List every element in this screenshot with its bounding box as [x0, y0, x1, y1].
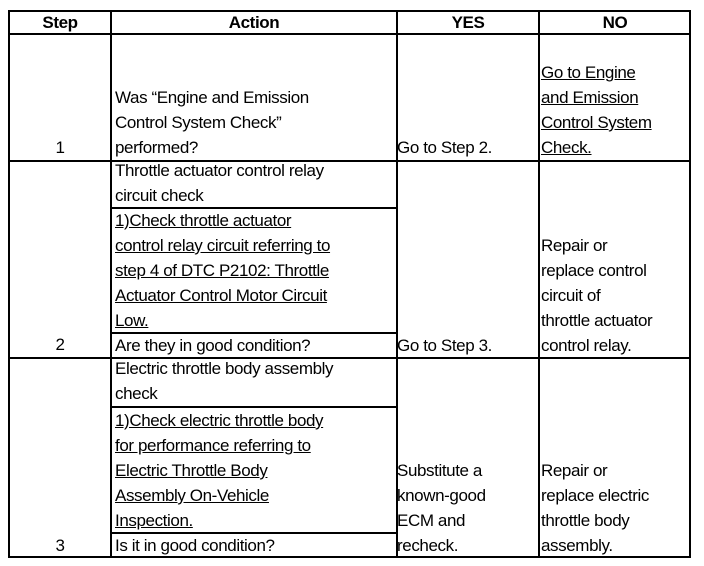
header-step: Step	[42, 12, 78, 32]
yes-result: Go to Step 2.	[397, 138, 492, 157]
yes-result: Substitute a known-good ECM and recheck.	[397, 461, 486, 555]
action-question: Are they in good condition?	[115, 336, 311, 355]
action-question: Was “Engine and Emission Control System Check” performed?	[115, 88, 309, 157]
action-procedure-cell	[112, 209, 396, 333]
no-result: Repair or replace electric throttle body assembly.	[541, 461, 649, 555]
action-procedure-link[interactable]: 1)Check throttle actuator control relay circuit referring to step 4 of DTC P2102: Throttle Actuator Control Motor Circuit Low.	[115, 211, 331, 330]
action-title: Electric throttle body assembly check	[115, 359, 334, 403]
no-cell	[538, 35, 690, 160]
header-no: NO	[602, 12, 628, 32]
action-question: Is it in good condition?	[115, 536, 275, 555]
no-result: Repair or replace control circuit of throttle actuator control relay.	[541, 236, 653, 355]
action-title: Throttle actuator control relay circuit check	[115, 161, 324, 205]
no-result-link[interactable]: Go to Engine and Emission Control System Check.	[541, 63, 652, 157]
step-number: 3	[55, 536, 65, 555]
action-procedure-link[interactable]: 1)Check electric throttle body for performance referring to Electric Throttle Body Assembly On-Vehicle Inspection.	[115, 411, 324, 530]
yes-result: Go to Step 3.	[397, 336, 492, 355]
step-number: 2	[55, 335, 65, 354]
step-number: 1	[55, 138, 65, 157]
header-yes: YES	[451, 12, 485, 32]
header-action: Action	[228, 12, 280, 32]
action-procedure-cell	[112, 408, 396, 533]
